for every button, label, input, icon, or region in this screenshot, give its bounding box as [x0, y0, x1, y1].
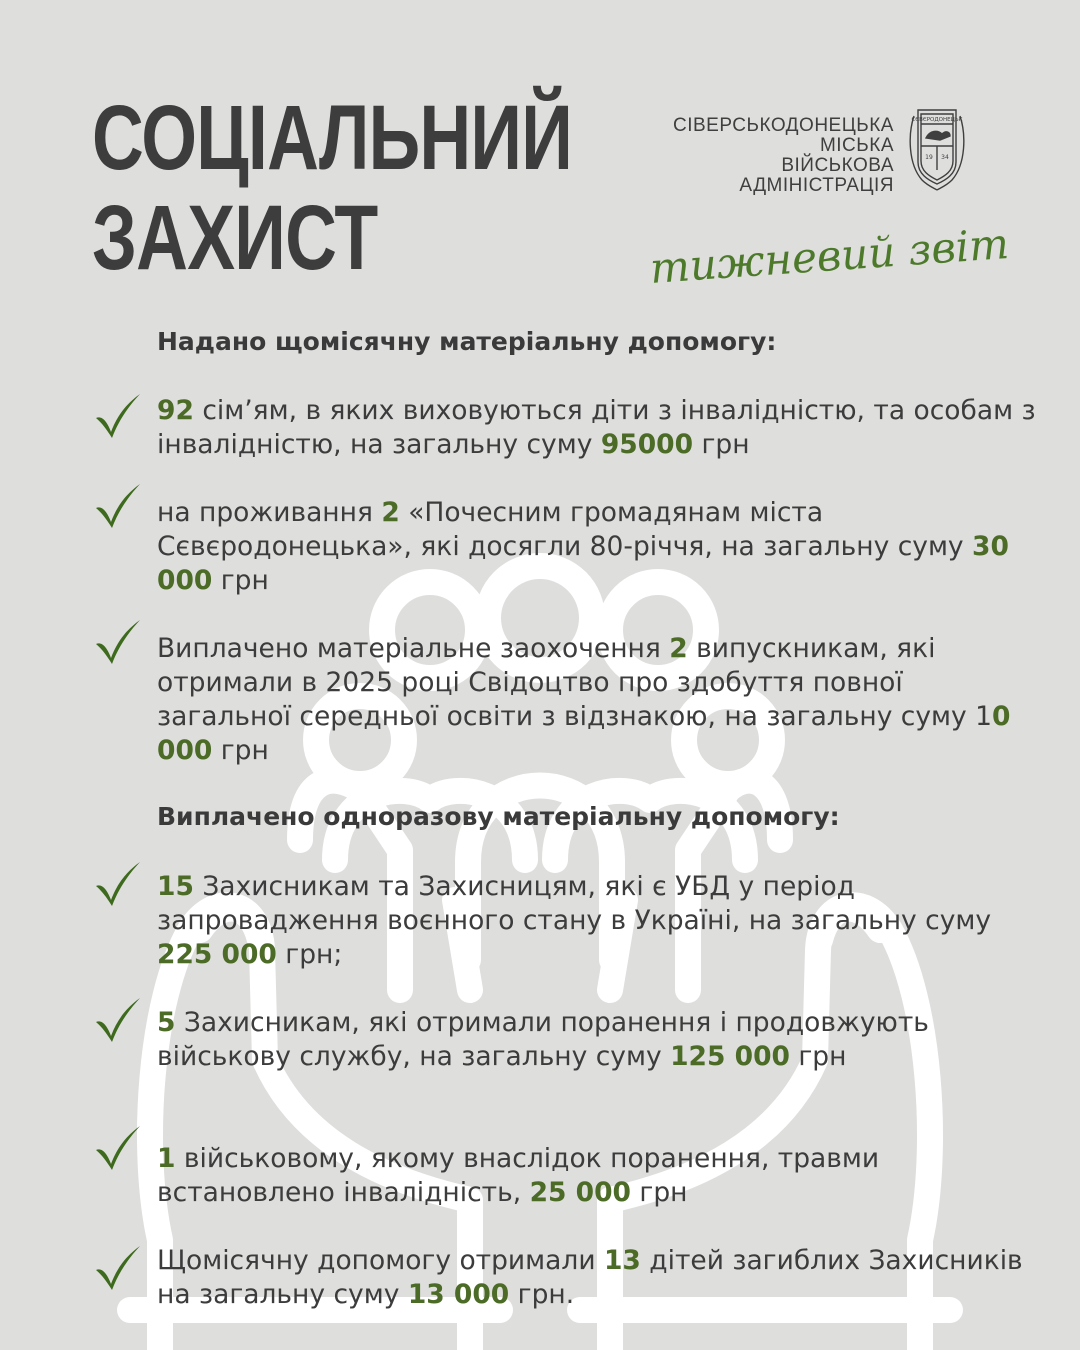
section-heading-one-time: Виплачено одноразову матеріальну допомогу: [157, 802, 840, 831]
highlight-value: 95000 [600, 429, 694, 460]
title-line-1: СОЦІАЛЬНИЙ [92, 87, 573, 189]
checkmark-icon [93, 482, 143, 530]
item-text-segment: Захисникам, які отримали поранення і продовжують військову службу, на загальну суму [157, 1007, 929, 1072]
checkmark-icon [93, 1124, 143, 1172]
highlight-value: 2 [381, 497, 400, 528]
highlight-value: 2 [669, 633, 688, 664]
checkmark-icon [93, 392, 143, 440]
highlight-value: 13 [603, 1245, 641, 1276]
admin-line-4: АДМІНІСТРАЦІЯ [739, 175, 894, 196]
emblem-city-label: СЄВЄРОДОНЕЦЬК [911, 117, 963, 123]
city-emblem-icon [906, 104, 968, 192]
item-text [157, 632, 1037, 768]
highlight-value: 225 000 [157, 939, 277, 970]
admin-line-3: ВІЙСЬКОВА [781, 155, 894, 176]
highlight-value: 0 000 [157, 701, 1011, 766]
item-text-segment: грн [693, 429, 750, 460]
item-text-segment: Захисникам та Захисницям, які є УБД у період запровадження воєнного стану в Україні, на загальну суму [157, 871, 992, 936]
item-text-segment: грн [212, 735, 269, 766]
highlight-value: 5 [157, 1007, 176, 1038]
item-text [157, 1244, 1037, 1312]
item-text [157, 496, 1037, 598]
checkmark-icon [93, 618, 143, 666]
checkmark-icon [93, 1244, 143, 1292]
checkmark-icon [93, 860, 143, 908]
item-text-segment: Виплачено матеріальне заохочення [157, 633, 670, 664]
section-heading-monthly: Надано щомісячну матеріальну допомогу: [157, 327, 777, 356]
item-text-segment: грн [789, 1041, 847, 1072]
page-title [92, 88, 572, 288]
item-text-segment: грн. [509, 1279, 575, 1310]
item-text-segment: грн [630, 1177, 688, 1208]
item-text-segment: грн; [276, 939, 343, 970]
item-text [157, 1142, 1037, 1210]
emblem-year-left: 19 [925, 154, 933, 161]
administration-name [673, 116, 894, 196]
highlight-value: 30 000 [157, 531, 1009, 596]
item-text [157, 870, 1037, 972]
highlight-value: 125 000 [670, 1041, 790, 1072]
item-text-segment: військовому, якому внаслідок поранення, травми встановлено інвалідність, [157, 1143, 880, 1208]
title-line-2: ЗАХИСТ [92, 187, 378, 289]
weekly-report-label: тижневий звіт [648, 218, 1011, 293]
item-text-segment: грн [212, 565, 269, 596]
item-text-segment: випускникам, які отримали в 2025 році Свідоцтво про здобуття повної загальної середньої освіти з відзнакою, на загальну суму 1 [157, 633, 993, 732]
admin-line-1: СІВЕРСЬКОДОНЕЦЬКА [672, 115, 894, 136]
emblem-year-right: 34 [941, 154, 949, 161]
item-text-segment: Щомісячну допомогу отримали [157, 1245, 604, 1276]
highlight-value: 25 000 [529, 1177, 631, 1208]
checkmark-icon [93, 996, 143, 1044]
item-text-segment: на проживання [157, 497, 382, 528]
item-text [157, 1006, 1037, 1074]
highlight-value: 92 [157, 395, 194, 426]
highlight-value: 1 [157, 1143, 176, 1174]
item-text [157, 394, 1037, 462]
highlight-value: 15 [157, 871, 194, 902]
item-text-segment: сім’ям, в яких виховуються діти з інвалідністю, та особам з інвалідністю, на загальну суму [157, 395, 1036, 460]
admin-line-2: МІСЬКА [819, 135, 894, 156]
highlight-value: 13 000 [407, 1279, 510, 1310]
item-text-segment: «Почесним громадянам міста Сєвєродонецька», які досягли 80-річчя, на загальну суму [157, 497, 973, 562]
item-text-segment: дітей загиблих Захисників на загальну суму [157, 1245, 1023, 1310]
